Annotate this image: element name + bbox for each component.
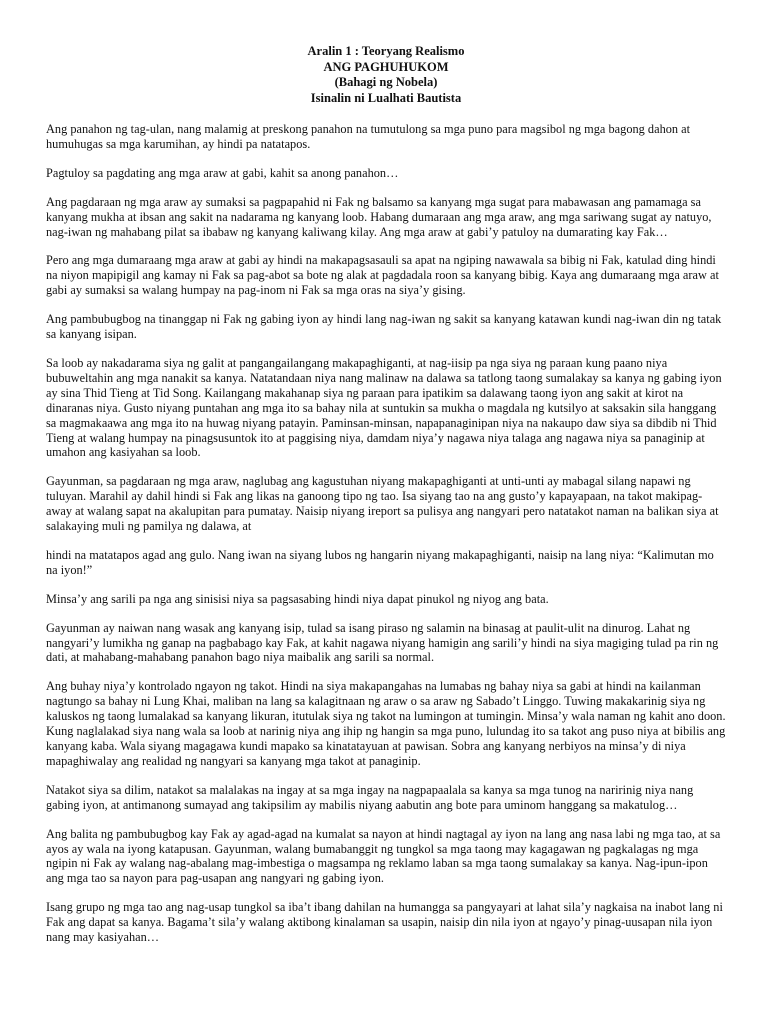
lesson-title: Aralin 1 : Teoryang Realismo bbox=[307, 44, 465, 58]
paragraph: Pagtuloy sa pagdating ang mga araw at gabi, kahit sa anong panahon… bbox=[46, 165, 399, 180]
paragraph: Gayunman, sa pagdaraan ng mga araw, naglubag ang kagustuhan niyang makapaghiganti at unti-unti ay mabagal silang napawi ng tuluyan. Marahil ay dahil hindi si Fak ang likas na ganoong tipo ng tao. Isa siyang tao na ang gusto’y kapayapaan, na takot makipag-away at walang sapat na akalupitan para pumatay. Naisip niyang ireport sa pulisya ang nangyari pero natatakot naman na balikan siya at salakaying muli ng pamilya ng dalawa, at bbox=[46, 474, 719, 534]
story-title: ANG PAGHUHUKOM bbox=[323, 59, 449, 74]
paragraph: Sa loob ay nakadarama siya ng galit at pangangailangang makapaghiganti, at nag-iisip pa nga siya ng paraan kung paano niya bubuweltahin ang mga nanakit sa kanya. Natatandaan niya nang malinaw na dalawa sa tatlong taong sumalakay sa kanya ng gabing iyon ay sina Thid Tieng at Tid Song. Kailangang makahanap siya ng paraan para ipatikim sa dalawang taong iyon ang sakit at kirot na dinaranas niya. Gusto niyang puntahan ang mga ito sa bahay nila at suntukin sa mukha o magdala ng kutsilyo at saksakin sila hanggang sa magmakaawa ang mga ito na huwag niyang patayin. Paminsan-minsan, napapanaginipan niya na nakaupo daw siya sa dibdib ni Thid Tieng at walang humpay na pinagsusuntok ito at paggising niya, damdam niya’y nagawa niya talaga ang nagawa niya sa panaginip at umahon ang kasiyahan sa loob. bbox=[46, 355, 722, 460]
paragraph: hindi na matatapos agad ang gulo. Nang iwan na siyang lubos ng hangarin niyang makapaghiganti, naisip na lang niya: “Kalimutan mo na iyon!” bbox=[46, 547, 714, 577]
paragraph: Ang pagdaraan ng mga araw ay sumaksi sa pagpapahid ni Fak ng balsamo sa kanyang mga sugat para mabawasan ang pamamaga sa kanyang mukha at ibsan ang sakit na nadarama ng kanyang loob. Habang dumaraan ang mga araw, ang mga sariwang sugat ay natuyo, nag-iwan ng mahabang pilat sa ibabaw ng kanyang kaliwang kilay. Ang mga araw at gabi’y patuloy na dumarating kay Fak… bbox=[46, 194, 712, 239]
paragraph: Natakot siya sa dilim, natakot sa malalakas na ingay at sa mga ingay na nagpapaalala sa kanya sa mga tunog na naririnig niya nang gabing iyon, at antimanong sumayad ang takipsilim ay mabilis niyang aabutin ang bote para uminom hanggang sa makatulog… bbox=[46, 782, 694, 812]
story-subtitle: (Bahagi ng Nobela) bbox=[334, 75, 438, 89]
paragraph: Gayunman ay naiwan nang wasak ang kanyang isip, tulad sa isang piraso ng salamin na binasag at paulit-ulit na dinurog. Lahat ng nangyari’y lumikha ng ganap na pagbabago kay Fak, at kahit nagawa niyang hamigin ang sarili’y hindi na siya magiging tulad pa rin ng dati, at mahabang-mahabang panahon bago niya maibalik ang sarili sa normal. bbox=[46, 620, 719, 665]
paragraph: Isang grupo ng mga tao ang nag-usap tungkol sa iba’t ibang dahilan na humangga sa pangyayari at lahat sila’y nagkaisa na inabot lang ni Fak ang dapat sa kanya. Bagama’t sila’y walang aktibong kinalaman sa usapin, naisip din nila iyon at ngayo’y pinag-uusapan nila iyon nang may kasiyahan… bbox=[46, 900, 723, 945]
paragraph: Ang balita ng pambubugbog kay Fak ay agad-agad na kumalat sa nayon at hindi nagtagal ay iyon na lang ang nasa labi ng mga tao, at sa ayos ay wala na iyong katapusan. Gayunman, walang bumabanggit ng tungkol sa mga taong may kagagawan ng pagkalagas ng mga ngipin ni Fak ay walang nag-abalang mag-imbestiga o magsampa ng reklamo laban sa mga taong sumalakay sa kanya. Nag-ipun-ipon ang mga tao sa nayon para pag-usapan ang nangyari ng gabing iyon. bbox=[46, 826, 721, 886]
translator-credit: Isinalin ni Lualhati Bautista bbox=[310, 90, 462, 105]
paragraph: Ang panahon ng tag-ulan, nang malamig at preskong panahon na tumutulong sa mga puno para magsibol ng mga bagong dahon at humuhugas sa mga karumihan, ay hindi pa natatapos. bbox=[46, 122, 691, 151]
paragraph: Pero ang mga dumaraang mga araw at gabi ay hindi na makapagsasauli sa apat na ngiping nawawala sa bibig ni Fak, katulad ding hindi na niyon mapipigil ang kamay ni Fak sa pag-abot sa bote ng alak at pagdadala roon sa kanyang bibig. Kaya ang dumaraang mga araw at gabi ay sumaksi sa walang humpay na pag-inom ni Fak sa mga oras na siya’y gising. bbox=[46, 253, 719, 298]
paragraph: Minsa’y ang sarili pa nga ang sinisisi niya sa pagsasabing hindi niya dapat pinukol ng niyog ang bata. bbox=[46, 591, 549, 606]
document-page bbox=[46, 44, 726, 959]
paragraph: Ang buhay niya’y kontrolado ngayon ng takot. Hindi na siya makapangahas na lumabas ng bahay niya sa gabi at hindi na kailanman nagtungo sa bahay ni Lung Khai, maliban na lang sa kalagitnaan ng araw o sa araw ng Sabado’t Linggo. Tuwing makakarinig siya ng kaluskos ng taong lumalakad sa kanyang likuran, itutulak siya ng takot na lumingon at tumingin. Minsa’y wala naman ng kahit ano doon. Kung naglalakad siya nang wala sa loob at narinig niya ang ihip ng hangin sa mga puno, lulundag ito sa takot ang puso niya at bibilis ang kanyang kaba. Wala siyang magagawa kundi mapako sa kinatatayuan at pawisan. Sobra ang kanyang nerbiyos na minsa’y di niya mapaghiwalay ang realidad ng nangyari sa kanyang mga takot at panaginip. bbox=[46, 679, 726, 768]
document-header bbox=[46, 44, 726, 106]
paragraph: Ang pambubugbog na tinanggap ni Fak ng gabing iyon ay hindi lang nag-iwan ng sakit sa kanyang katawan kundi nag-iwan din ng tatak sa kanyang isipan. bbox=[46, 312, 722, 342]
